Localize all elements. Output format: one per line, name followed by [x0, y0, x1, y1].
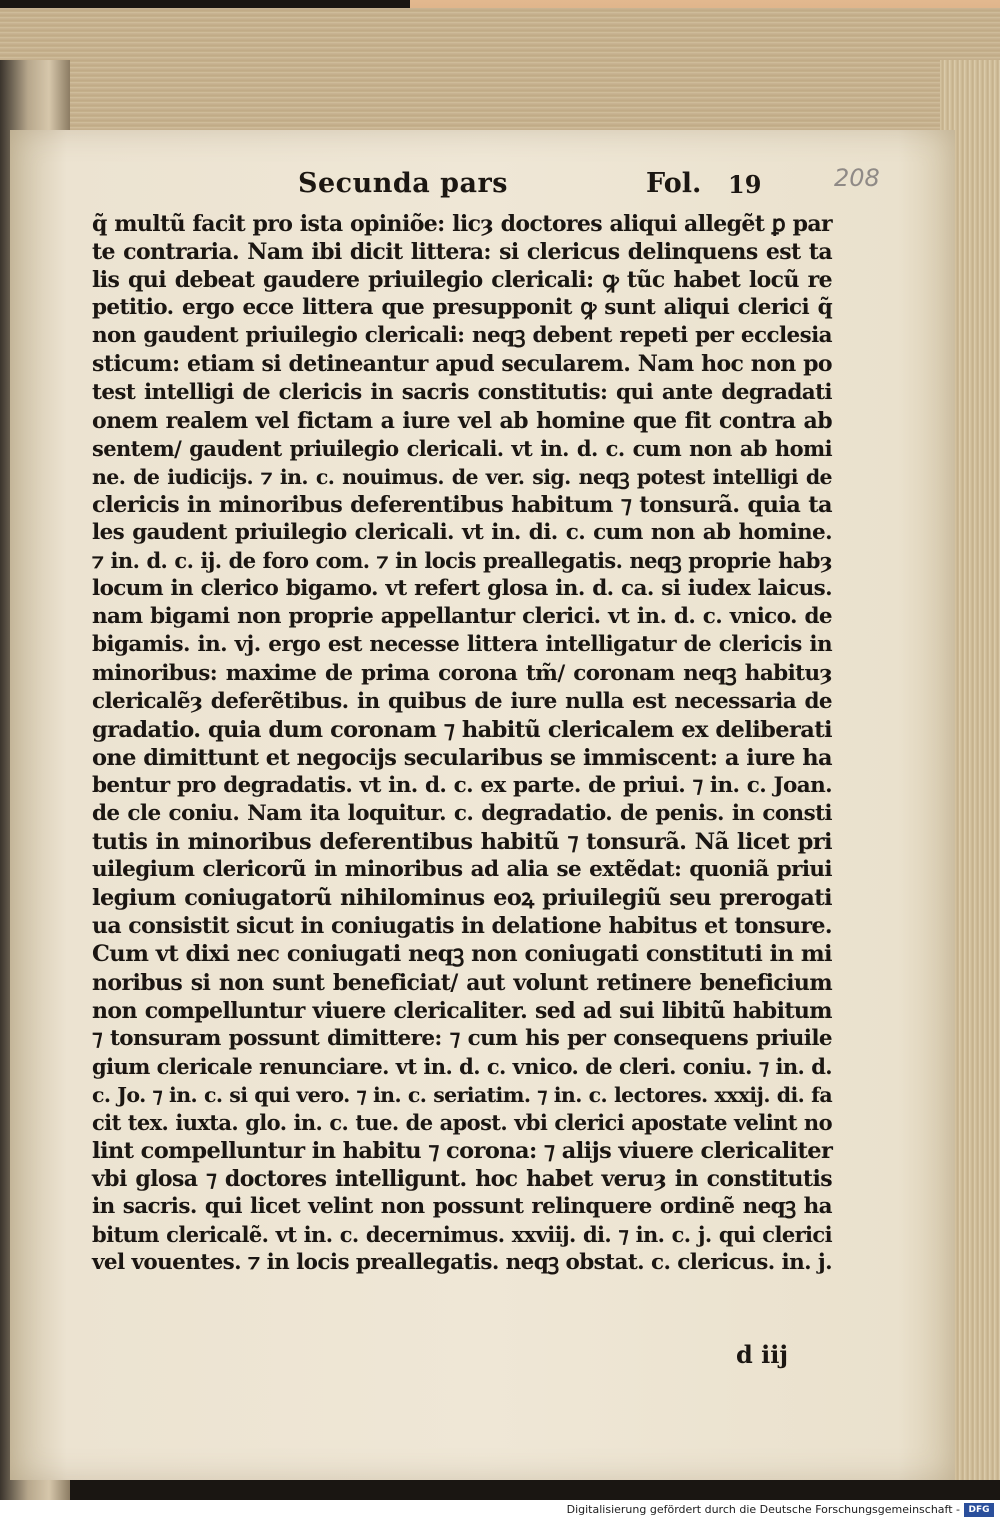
text-line: c. Jo. ⁊ in. c. si qui vero. ⁊ in. c. seriatim. ⁊ in. c. lectores. xxxij. di. fa: [92, 1082, 832, 1107]
text-line: test intelligi de clericis in sacris constitutis: qui ante degradati: [92, 379, 832, 405]
text-line: gium clericale renunciare. vt in. d. c. vnico. de cleri. coniu. ⁊ in. d.: [92, 1053, 832, 1079]
text-line: nam bigami non proprie appellantur clerici. vt in. d. c. vnico. de: [92, 604, 832, 630]
text-line: noribus si non sunt beneficiat/ aut volunt retinere beneficium: [92, 969, 832, 996]
text-line: ⁊ tonsuram possunt dimittere: ⁊ cum his per consequens priuile: [92, 1025, 832, 1051]
text-line: ne. de iudicijs. ⁊ in. c. nouimus. de ver. sig. neqꝫ potest intelligi de: [92, 464, 832, 489]
footer-bar: [0, 1500, 1000, 1521]
folio-number: 19: [728, 170, 762, 199]
text-line: clericis in minoribus deferentibus habitum ⁊ tonsurã. quia ta: [92, 491, 832, 518]
text-line: tutis in minoribus deferentibus habitũ ⁊ tonsurã. Nã licet pri: [92, 829, 832, 856]
text-line: cit tex. iuxta. glo. in. c. tue. de apost. vbi clerici apostate velint no: [92, 1110, 832, 1135]
text-line: vbi glosa ⁊ doctores intelligunt. hoc habet veruȝ in constitutis: [92, 1166, 832, 1193]
text-line: minoribus: maxime de prima corona tm̃/ coronam neqꝫ habituȝ: [92, 660, 832, 686]
text-line: uilegium clericorũ in minoribus ad alia se extẽdat: quoniã priui: [92, 857, 832, 883]
text-line: Cum vt dixi nec coniugati neqꝫ non coniugati constituti in mi: [92, 941, 832, 968]
text-line: legium coniugatorũ nihilominus eoꝝ priuilegiũ seu prerogati: [92, 885, 832, 912]
dfg-logo-icon: DFG: [964, 1503, 994, 1517]
text-line: bitum clericalẽ. vt in. c. decernimus. xxviij. di. ⁊ in. c. j. qui clerici: [92, 1222, 832, 1248]
text-line: bentur pro degradatis. vt in. d. c. ex parte. de priui. ⁊ in. c. Joan.: [92, 772, 832, 798]
text-line: locum in clerico bigamo. vt refert glosa in. d. ca. si iudex laicus.: [92, 576, 832, 602]
body-text: [92, 210, 832, 1278]
text-line: ⁊ in. d. c. ij. de foro com. ⁊ in locis preallegatis. neqꝫ proprie habȝ: [92, 548, 832, 574]
text-line: gradatio. quia dum coronam ⁊ habitũ clericalem ex deliberati: [92, 716, 832, 743]
text-line: in sacris. qui licet velint non possunt relinquere ordinẽ neqꝫ ha: [92, 1194, 832, 1220]
text-line: vel vouentes. ⁊ in locis preallegatis. neqꝫ obstat. c. clericus. in. j.: [92, 1250, 832, 1276]
text-line: onem realem vel fictam a iure vel ab homine que fit contra ab: [92, 407, 832, 434]
folio-label: Fol.: [646, 168, 702, 199]
funding-credit: Digitalisierung gefördert durch die Deutsche Forschungsgemeinschaft -: [566, 1503, 960, 1516]
text-line: ua consistit sicut in coniugatis in delatione habitus et tonsure.: [92, 913, 832, 940]
text-line: non gaudent priuilegio clericali: neqꝫ debent repeti per ecclesia: [92, 323, 832, 349]
facing-page-fragment: [0, 150, 24, 1350]
text-line: sentem/ gaudent priuilegio clericali. vt in. d. c. cum non ab homi: [92, 435, 832, 461]
text-line: one dimittunt et negocijs secularibus se immiscent: a iure ha: [92, 744, 832, 771]
book-top-edge: [0, 8, 1000, 148]
signature-mark: d iij: [736, 1340, 789, 1369]
page-header: [298, 164, 918, 208]
text-line: clericalẽȝ deferẽtibus. in quibus de iure nulla est necessaria de: [92, 688, 832, 714]
text-line: te contraria. Nam ibi dicit littera: si clericus delinquens est ta: [92, 239, 832, 266]
text-line: les gaudent priuilegio clericali. vt in. di. c. cum non ab homine.: [92, 520, 832, 546]
text-line: bigamis. in. vj. ergo est necesse littera intelligatur de clericis in: [92, 632, 832, 658]
text-line: lint compelluntur in habitu ⁊ corona: ⁊ alijs viuere clericaliter: [92, 1138, 833, 1165]
text-line: q̃ multũ facit pro ista opiniõe: licȝ doctores aliqui allegẽt ꝑ par: [92, 211, 832, 237]
text-line: lis qui debeat gaudere priuilegio clericali: ꝙ tũc habet locũ re: [92, 267, 832, 294]
text-line: de cle coniu. Nam ita loquitur. c. degradatio. de penis. in consti: [92, 800, 832, 826]
running-title: Secunda pars: [298, 168, 508, 199]
pencil-annotation: 208: [834, 164, 880, 192]
text-line: petitio. ergo ecce littera que presupponit ꝙ sunt aliqui clerici q̃: [92, 295, 832, 321]
text-line: non compelluntur viuere clericaliter. sed ad sui libitũ habitum: [92, 997, 832, 1024]
text-line: sticum: etiam si detineantur apud secularem. Nam hoc non po: [92, 351, 832, 378]
